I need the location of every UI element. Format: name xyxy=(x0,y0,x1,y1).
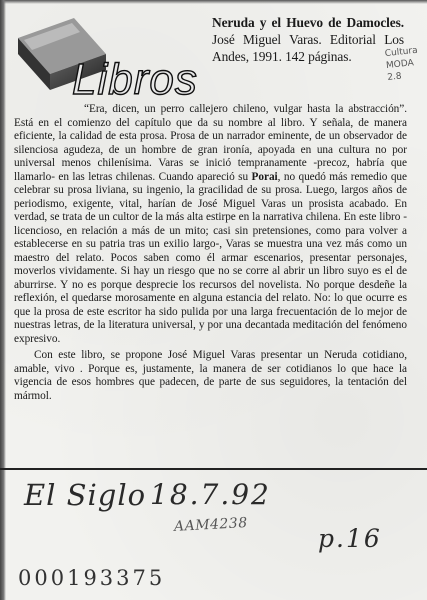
book-header xyxy=(212,14,404,65)
paragraph-1-text-cont: , no quedó más remedio que celebrar su prosa liviana, su ingenio, la gracilidad de su prosa. Luego, largos años de periodismo, exigente, vital, harían de José Miguel Varas un prosista acabado. En verdad, se trata de un cultor de la más alta estirpe en la narrativa chilena. En este libro -licencioso, en relación a más de un mito; casi sin pretensiones, como para volver a establecerse en su patria tras un exilio largo-, Varas se muestra una vez más como un maestro del relato. Pocos saben como él armar escenarios, presentar personajes, moverlos vividamente. Si hay un riesgo que no se corre al abrir un libro suyo es el de aburrirse. Y no es porque desprecie los recursos del novelista. No porque desdeñe la reflexión, el quedarse morosamente en alguna estancia del relato. No: lo que ocurre es que la prosa de este escritor ha sido pulida por una larga frecuentación de lo mejor de nuestras letras, de la literatura universal, y por una decantada meditación del fenómeno expresivo. xyxy=(14,170,407,345)
margin-note-2: MODA 2.8 xyxy=(385,58,415,83)
margin-note-1: Cultura xyxy=(384,45,419,60)
libros-section-logo xyxy=(14,10,204,105)
handwritten-catalog-number: 000193375 xyxy=(18,566,166,590)
book-title: Neruda y el Huevo de Damocles. xyxy=(212,15,404,30)
review-paragraph-2: Con este libro, se propone José Miguel Varas presentar un Neruda cotidiano, amable, vivo . Porque es, justamente, la manera de ser cotidianos lo que hace la vigencia de esos hombres que padecen, de parte de sus seguidores, la tentación del mármol. xyxy=(14,349,407,402)
paragraph-1-text: “Era, dicen, un perro callejero chileno, vulgar hasta la abstracción”. Está en el comienzo del capítulo que da su nombre al libro. Y señala, de manera eficiente, la calidad de esta prosa. Prosa de un narrador eminente, de un observador de silenciosa agudeza, de un hombre de gran ironía, apoyada en una cultura no por universal menos chilenísima. Varas se inició tempranamente -precoz, habría que llamarlo- en las letras chilenas. Cuando apareció su xyxy=(14,103,407,183)
logo-text: Libros xyxy=(72,55,198,104)
scan-edge-left xyxy=(0,0,6,600)
scan-edge-top xyxy=(0,0,427,4)
handwritten-page: p.16 xyxy=(318,524,382,553)
review-body xyxy=(14,103,407,403)
publication-name: Porai xyxy=(251,170,278,183)
margin-annotation xyxy=(384,44,427,84)
clipping-bottom-edge xyxy=(0,468,427,470)
handwritten-date: 18.7.92 xyxy=(150,478,271,511)
handwritten-source: El Siglo xyxy=(24,478,147,512)
book-byline: José Miguel Varas. Editorial Los Andes, 1991. 142 páginas. xyxy=(212,32,404,64)
review-paragraph-1 xyxy=(14,103,407,346)
handwritten-archive-code: AAM4238 xyxy=(173,515,249,535)
